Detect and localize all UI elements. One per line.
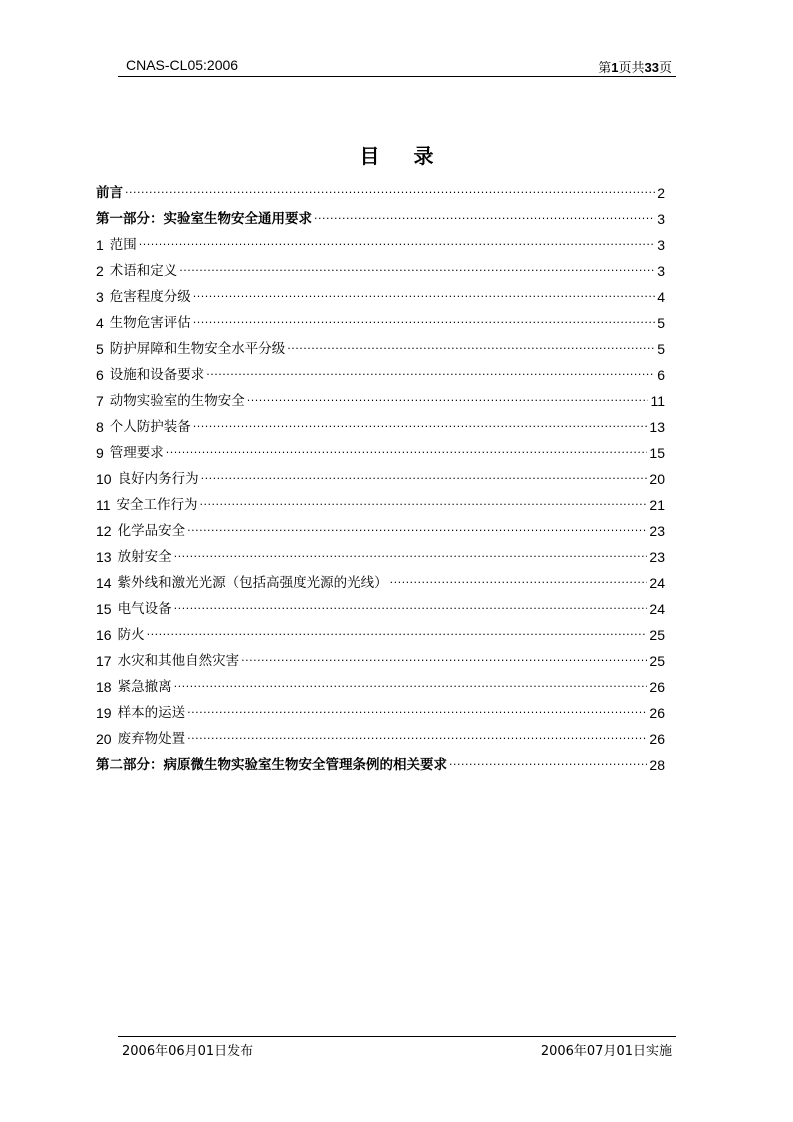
table-of-contents — [96, 177, 665, 775]
toc-entry[interactable] — [96, 645, 665, 671]
toc-entry[interactable] — [96, 723, 665, 749]
toc-dot-leader — [241, 651, 647, 671]
toc-entry-page: 28 — [649, 757, 665, 773]
toc-entry-label: 电气设备 — [117, 601, 172, 617]
page-info-middle: 页共 — [618, 61, 645, 76]
toc-entry-number: 9 — [96, 445, 104, 461]
toc-entry[interactable] — [96, 385, 665, 411]
toc-entry-label: 生物危害评估 — [109, 315, 191, 331]
page-number-info — [598, 57, 672, 76]
page-total: 33 — [644, 60, 659, 75]
toc-entry-page: 4 — [657, 289, 665, 305]
toc-entry[interactable] — [96, 281, 665, 307]
toc-entry[interactable] — [96, 411, 665, 437]
toc-entry-page: 2 — [657, 185, 665, 201]
toc-entry-page: 20 — [649, 471, 665, 487]
toc-entry-page: 5 — [657, 341, 665, 357]
toc-entry-page: 23 — [649, 523, 665, 539]
toc-entry[interactable] — [96, 307, 665, 333]
toc-dot-leader — [201, 469, 648, 489]
toc-entry-page: 26 — [649, 679, 665, 695]
toc-entry[interactable] — [96, 437, 665, 463]
toc-entry[interactable] — [96, 255, 665, 281]
toc-dot-leader — [139, 235, 655, 255]
toc-entry[interactable] — [96, 619, 665, 645]
toc-entry-number: 13 — [96, 549, 112, 565]
toc-entry[interactable] — [96, 333, 665, 359]
toc-dot-leader — [125, 183, 655, 203]
toc-entry-page: 26 — [649, 731, 665, 747]
toc-entry-label: 紫外线和激光光源（包括高强度光源的光线） — [117, 575, 388, 591]
toc-entry-label: 设施和设备要求 — [109, 367, 205, 383]
toc-entry[interactable] — [96, 567, 665, 593]
toc-entry-page: 25 — [649, 653, 665, 669]
toc-entry[interactable] — [96, 203, 665, 229]
toc-entry-label: 良好内务行为 — [117, 471, 199, 487]
toc-entry-number: 11 — [96, 497, 111, 513]
page-header — [118, 56, 676, 77]
toc-entry-page: 15 — [649, 445, 665, 461]
toc-entry-number: 15 — [96, 601, 112, 617]
toc-entry-number: 17 — [96, 653, 112, 669]
publish-date: 2006年06月01日发布 — [122, 1044, 254, 1059]
toc-entry-label: 术语和定义 — [109, 263, 178, 279]
toc-entry[interactable] — [96, 749, 665, 775]
toc-entry[interactable] — [96, 177, 665, 203]
toc-entry-label: 安全工作行为 — [116, 497, 198, 513]
toc-entry-number: 5 — [96, 341, 104, 357]
toc-entry-number: 1 — [96, 237, 104, 253]
toc-dot-leader — [174, 677, 648, 697]
toc-dot-leader — [147, 625, 648, 645]
toc-entry-number: 10 — [96, 471, 112, 487]
toc-entry[interactable] — [96, 671, 665, 697]
toc-dot-leader — [206, 365, 655, 385]
toc-entry-page: 24 — [649, 575, 665, 591]
toc-entry[interactable] — [96, 463, 665, 489]
toc-dot-leader — [193, 417, 648, 437]
toc-entry-page: 6 — [657, 367, 665, 383]
toc-dot-leader — [187, 521, 647, 541]
toc-dot-leader — [314, 209, 655, 229]
toc-entry-page: 3 — [657, 263, 665, 279]
toc-entry-label: 防火 — [117, 627, 145, 643]
toc-entry-number: 16 — [96, 627, 112, 643]
toc-dot-leader — [174, 547, 648, 567]
toc-entry-label: 样本的运送 — [117, 705, 186, 721]
toc-entry-page: 21 — [649, 497, 665, 513]
toc-entry-page: 23 — [649, 549, 665, 565]
toc-entry-label: 范围 — [109, 237, 137, 253]
toc-entry-page: 24 — [649, 601, 665, 617]
toc-entry-number: 2 — [96, 263, 104, 279]
toc-entry[interactable] — [96, 593, 665, 619]
toc-dot-leader — [287, 339, 655, 359]
toc-entry-number: 3 — [96, 289, 104, 305]
toc-entry[interactable] — [96, 697, 665, 723]
toc-entry-label: 紧急撤离 — [117, 679, 172, 695]
toc-entry[interactable] — [96, 489, 665, 515]
toc-entry-page: 5 — [657, 315, 665, 331]
toc-entry-number: 6 — [96, 367, 104, 383]
toc-entry[interactable] — [96, 541, 665, 567]
toc-entry-number: 7 — [96, 393, 104, 409]
toc-entry-label: 放射安全 — [117, 549, 172, 565]
toc-dot-leader — [449, 755, 647, 775]
page-info-suffix: 页 — [658, 61, 672, 76]
implement-date: 2006年07月01日实施 — [540, 1044, 672, 1059]
toc-dot-leader — [179, 261, 655, 281]
toc-entry[interactable] — [96, 515, 665, 541]
toc-entry-page: 13 — [649, 419, 665, 435]
toc-dot-leader — [187, 729, 647, 749]
toc-entry-label: 化学品安全 — [117, 523, 186, 539]
toc-entry-number: 18 — [96, 679, 112, 695]
toc-entry-label: 前言 — [96, 185, 123, 201]
toc-entry-page: 26 — [649, 705, 665, 721]
toc-dot-leader — [193, 313, 655, 333]
toc-entry-number: 12 — [96, 523, 112, 539]
toc-dot-leader — [187, 703, 647, 723]
toc-entry-label: 废弃物处置 — [117, 731, 186, 747]
document-code: CNAS-CL05:2006 — [126, 57, 239, 73]
page-footer — [118, 1036, 676, 1057]
page-current: 1 — [611, 60, 619, 75]
toc-entry-label: 危害程度分级 — [109, 289, 191, 305]
toc-entry[interactable] — [96, 229, 665, 255]
toc-entry-page: 25 — [649, 627, 665, 643]
toc-entry-label: 防护屏障和生物安全水平分级 — [109, 341, 286, 357]
toc-entry[interactable] — [96, 359, 665, 385]
toc-entry-label: 水灾和其他自然灾害 — [117, 653, 240, 669]
toc-dot-leader — [193, 287, 655, 307]
toc-entry-number: 20 — [96, 731, 112, 747]
toc-entry-label: 第二部分：病原微生物实验室生物安全管理条例的相关要求 — [96, 757, 447, 773]
toc-dot-leader — [390, 573, 648, 593]
toc-entry-label: 第一部分：实验室生物安全通用要求 — [96, 211, 312, 227]
toc-entry-label: 动物实验室的生物安全 — [109, 393, 245, 409]
toc-dot-leader — [247, 391, 649, 411]
toc-dot-leader — [200, 495, 648, 515]
page-title: 目录 — [359, 144, 468, 168]
toc-entry-number: 4 — [96, 315, 104, 331]
toc-entry-label: 个人防护装备 — [109, 419, 191, 435]
page-info-prefix: 第 — [598, 61, 612, 76]
toc-entry-page: 11 — [650, 393, 665, 409]
toc-entry-number: 19 — [96, 705, 112, 721]
toc-dot-leader — [166, 443, 648, 463]
toc-entry-page: 3 — [657, 237, 665, 253]
toc-entry-label: 管理要求 — [109, 445, 164, 461]
toc-entry-number: 14 — [96, 575, 112, 591]
toc-entry-page: 3 — [657, 211, 665, 227]
toc-dot-leader — [174, 599, 648, 619]
toc-entry-number: 8 — [96, 419, 104, 435]
